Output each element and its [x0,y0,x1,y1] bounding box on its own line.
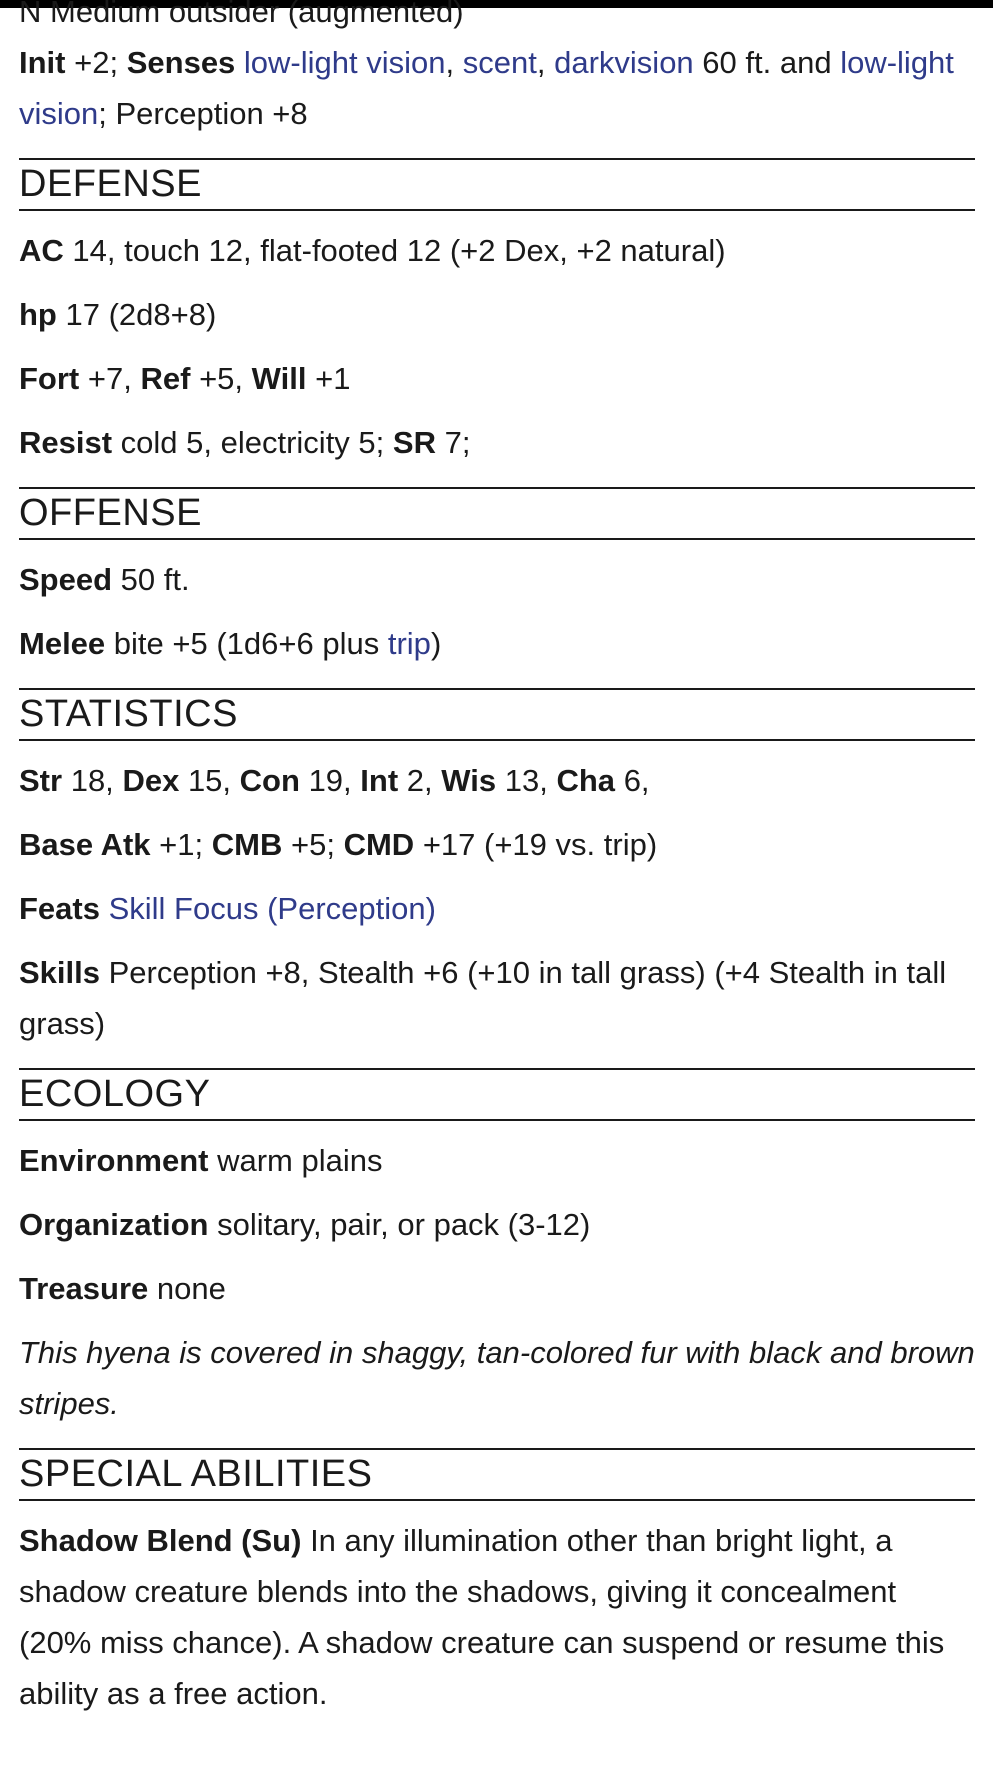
int-value: 2, [406,763,433,798]
type-line: N Medium outsider (augmented) [19,0,464,29]
init-label: Init [19,45,66,80]
init-senses-line [19,37,975,139]
skills-value: Perception +8, Stealth +6 (+10 in tall grass) (+4 Stealth in tall grass) [19,955,947,1041]
stat-block [19,0,975,1719]
con-value: 19, [308,763,352,798]
environment-value: warm plains [217,1143,383,1178]
ac-label: AC [19,233,64,268]
saves-line [19,353,975,404]
section-defense-heading: DEFENSE [19,158,975,211]
separator: , [536,45,546,80]
section-ecology-heading: ECOLOGY [19,1068,975,1121]
speed-line [19,554,975,605]
speed-label: Speed [19,562,113,597]
wis-value: 13, [504,763,548,798]
resist-line [19,417,975,468]
cmb-value: +5; [290,827,335,862]
str-value: 18, [70,763,114,798]
treasure-value: none [156,1271,226,1306]
int-label: Int [360,763,399,798]
hp-label: hp [19,297,57,332]
will-label: Will [251,361,307,396]
ac-value: 14, touch 12, flat-footed 12 (+2 Dex, +2 natural) [72,233,726,268]
skills-line [19,947,975,1049]
hp-line [19,289,975,340]
melee-value: bite +5 (1d6+6 plus [113,626,380,661]
will-value: +1 [315,361,351,396]
link-low-light-vision[interactable]: low-light vision [243,45,446,80]
combat-line [19,819,975,870]
link-darkvision[interactable]: darkvision [554,45,694,80]
link-scent[interactable]: scent [462,45,537,80]
ref-value: +5, [199,361,244,396]
melee-label: Melee [19,626,106,661]
dex-value: 15, [187,763,232,798]
speed-value: 50 ft. [120,562,190,597]
hp-value: 17 (2d8+8) [65,297,217,332]
abilities-line [19,755,975,806]
environment-label: Environment [19,1143,209,1178]
sr-value: 7; [444,425,471,460]
treasure-line [19,1263,975,1314]
section-statistics-heading: STATISTICS [19,688,975,741]
separator: , [445,45,455,80]
link-low-light-vision-2[interactable]: low-light vision [19,45,954,131]
feats-label: Feats [19,891,100,926]
organization-line [19,1199,975,1250]
shadow-blend-ability [19,1515,975,1719]
environment-line [19,1135,975,1186]
con-label: Con [239,763,300,798]
melee-line [19,618,975,669]
senses-label: Senses [126,45,236,80]
link-trip[interactable]: trip [387,626,431,661]
treasure-label: Treasure [19,1271,149,1306]
wis-label: Wis [441,763,497,798]
str-label: Str [19,763,63,798]
resist-label: Resist [19,425,113,460]
bab-value: +1; [159,827,204,862]
cha-label: Cha [556,763,616,798]
link-skill-focus[interactable]: Skill Focus (Perception) [108,891,436,926]
sr-label: SR [392,425,436,460]
feats-line [19,883,975,934]
section-special-abilities-heading: SPECIAL ABILITIES [19,1448,975,1501]
perception-text: ; Perception +8 [98,96,308,131]
organization-label: Organization [19,1207,209,1242]
ac-line [19,225,975,276]
description-text: This hyena is covered in shaggy, tan-colored fur with black and brown stripes. [19,1335,975,1421]
ability-text: In any illumination other than bright light, a shadow creature blends into the shadows, giving it concealment (20% miss chance). A shadow creature can suspend or resume this ability as a free action. [19,1523,945,1711]
bab-label: Base Atk [19,827,151,862]
ref-label: Ref [140,361,191,396]
cmb-label: CMB [211,827,283,862]
ability-label: Shadow Blend (Su) [19,1523,302,1558]
fort-label: Fort [19,361,80,396]
cmd-label: CMD [343,827,415,862]
fort-value: +7, [87,361,132,396]
dex-label: Dex [122,763,180,798]
skills-label: Skills [19,955,100,990]
cmd-value: +17 (+19 vs. trip) [422,827,658,862]
init-value: +2; [74,45,119,80]
cha-value: 6, [623,763,650,798]
melee-end: ) [430,626,442,661]
section-offense-heading: OFFENSE [19,487,975,540]
senses-text: 60 ft. and [702,45,832,80]
organization-value: solitary, pair, or pack (3-12) [217,1207,591,1242]
resist-value: cold 5, electricity 5; [120,425,385,460]
